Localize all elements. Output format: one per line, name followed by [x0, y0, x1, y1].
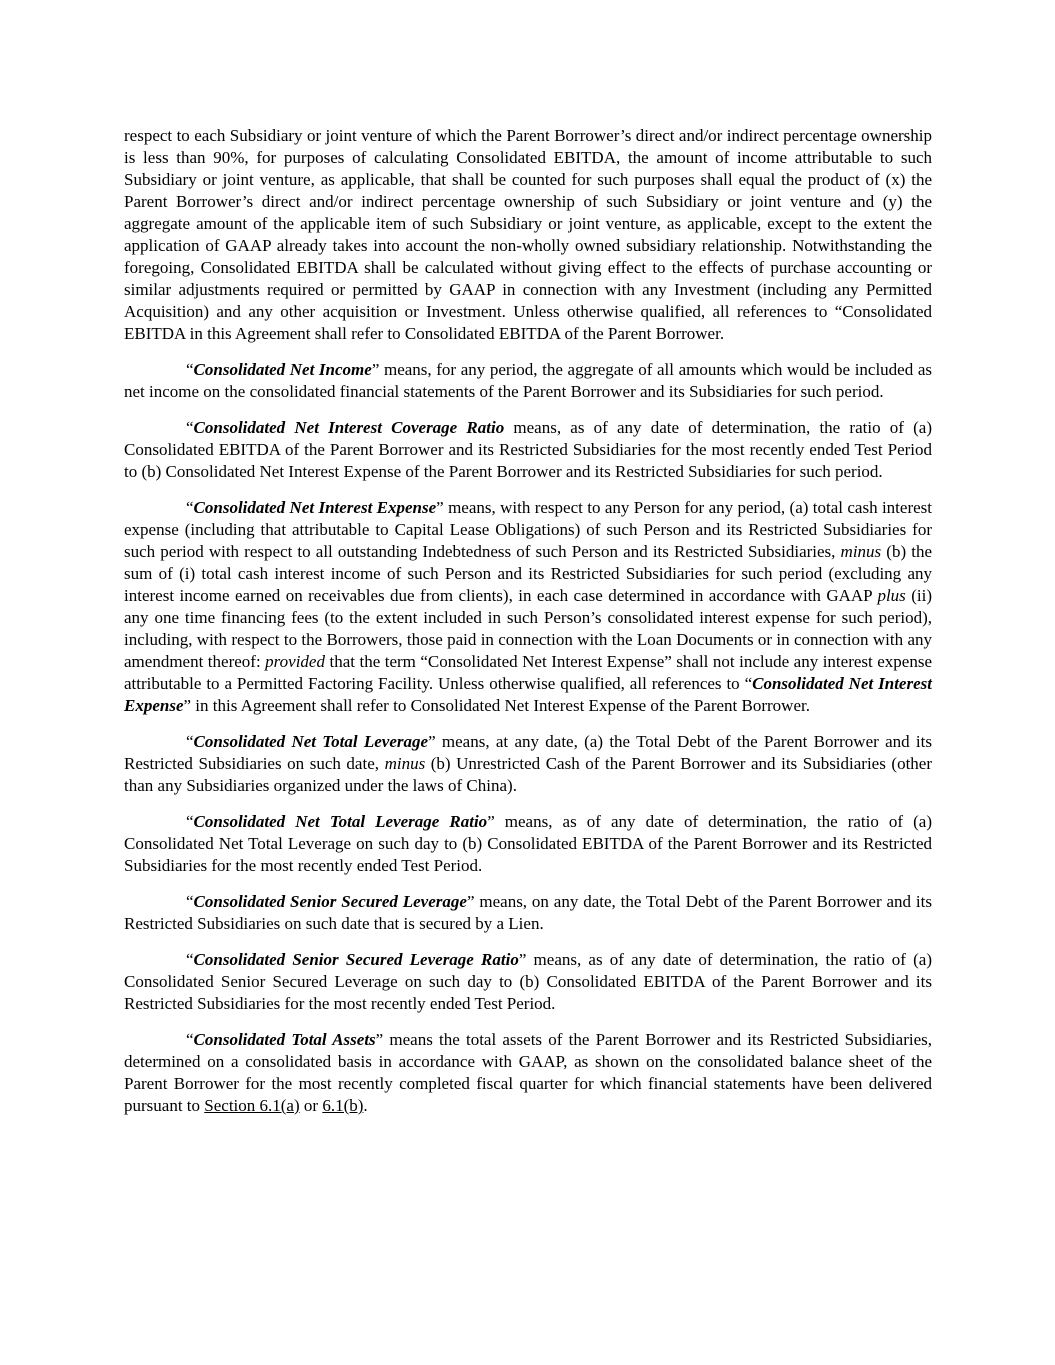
definition-consolidated-total-assets — [124, 1029, 932, 1117]
open-quote: “ — [186, 950, 194, 969]
definition-consolidated-net-income — [124, 359, 932, 403]
defined-term: Consolidated Net Income — [193, 360, 372, 379]
definition-consolidated-net-interest-coverage-ratio — [124, 417, 932, 483]
section-reference-6-1-a[interactable]: Section 6.1(a) — [204, 1096, 300, 1115]
definition-text: ” means, with respect to any Person for any period, (a) total cash interest expense (including that attributable to Capital Lease Obligations) of such Person and its Restricted Subsidiaries for such period with respect to all outstanding Indebtedness of such Person and its Restricted Subsidiaries, — [124, 498, 932, 561]
definition-consolidated-net-interest-expense — [124, 497, 932, 717]
definition-text: or — [299, 1096, 323, 1115]
defined-term: Consolidated Senior Secured Leverage — [193, 892, 467, 911]
emphasis-provided: provided — [265, 652, 325, 671]
defined-term: Consolidated Net Total Leverage Ratio — [193, 812, 488, 831]
defined-term: Consolidated Senior Secured Leverage Ratio — [193, 950, 519, 969]
definition-text: ” means, for any period, the aggregate of all amounts which would be included as net income on the consolidated financial statements of the Parent Borrower and its Subsidiaries for such period. — [124, 360, 933, 401]
definition-text: ” means, at any date, (a) the Total Debt of the Parent Borrower and its Restricted Subsidiaries on such date, — [124, 732, 932, 773]
definition-text: that the term “Consolidated Net Interest Expense” shall not include any interest expense attributable to a Permitted Factoring Facility. Unless otherwise qualified, all references to “ — [124, 652, 932, 693]
defined-term: Consolidated Net Interest Expense — [193, 498, 437, 517]
open-quote: “ — [186, 498, 194, 517]
definition-consolidated-senior-secured-leverage-ratio — [124, 949, 932, 1015]
definition-text: (ii) any one time financing fees (to the extent included in such Person’s consolidated interest expense for such period), including, with respect to the Borrowers, those paid in connection with the Loan Documents or in connection with any amendment thereof: — [124, 586, 932, 671]
open-quote: “ — [186, 418, 194, 437]
defined-term: Consolidated Net Total Leverage — [193, 732, 429, 751]
open-quote: “ — [186, 732, 194, 751]
emphasis-plus: plus — [877, 586, 906, 605]
definition-text: ” means, as of any date of determination, the ratio of (a) Consolidated Senior Secured Leverage on such day to (b) Consolidated EBITDA of the Parent Borrower and its Restricted Subsidiaries for the most recently ended Test Period. — [124, 950, 933, 1013]
open-quote: “ — [186, 1030, 194, 1049]
emphasis-minus: minus — [384, 754, 426, 773]
definition-text: . — [363, 1096, 368, 1115]
definition-text: means, as of any date of determination, the ratio of (a) Consolidated EBITDA of the Parent Borrower and its Restricted Subsidiaries for the most recently ended Test Period to (b) Consolidated Net Interest Expense of the Parent Borrower and its Restricted Subsidiaries for such period. — [124, 418, 932, 481]
defined-term: Consolidated Total Assets — [193, 1030, 376, 1049]
definition-consolidated-net-total-leverage — [124, 731, 932, 797]
open-quote: “ — [186, 360, 194, 379]
paragraph-text: respect to each Subsidiary or joint venture of which the Parent Borrower’s direct and/or indirect percentage ownership is less than 90%, for purposes of calculating Consolidated EBITDA, the amount of income attributable to such Subsidiary or joint venture, as applicable, that shall be counted for such purposes shall equal the product of (x) the Parent Borrower’s direct and/or indirect percentage ownership of such Subsidiary or joint venture and (y) the aggregate amount of the applicable item of such Subsidiary or joint venture, as applicable, except to the extent the application of GAAP already takes into account the non-wholly owned subsidiary relationship. Notwithstanding the foregoing, Consolidated EBITDA shall be calculated without giving effect to the effects of purchase accounting or similar adjustments required or permitted by GAAP in connection with any Investment (including any Permitted Acquisition) and any other acquisition or Investment. Unless otherwise qualified, all references to “Consolidated EBITDA in this Agreement shall refer to Consolidated EBITDA of the Parent Borrower. — [124, 126, 932, 343]
definition-text: ” means, as of any date of determination, the ratio of (a) Consolidated Net Total Leverage on such day to (b) Consolidated EBITDA of the Parent Borrower and its Restricted Subsidiaries for the most recently ended Test Period. — [124, 812, 932, 875]
paragraph-ebitda-continuation — [124, 125, 932, 345]
definition-text: ” means, on any date, the Total Debt of the Parent Borrower and its Restricted Subsidiaries on such date that is secured by a Lien. — [124, 892, 932, 933]
defined-term: Consolidated Net Interest Coverage Ratio — [193, 418, 505, 437]
section-reference-6-1-b[interactable]: 6.1(b) — [322, 1096, 364, 1115]
definition-text: (b) the sum of (i) total cash interest income of such Person and its Restricted Subsidiaries for such period (excluding any interest income earned on receivables due from clients), in each case determined in accordance with GAAP — [124, 542, 933, 605]
definition-consolidated-senior-secured-leverage — [124, 891, 932, 935]
definition-text: ” means the total assets of the Parent Borrower and its Restricted Subsidiaries, determined on a consolidated basis in accordance with GAAP, as shown on the consolidated balance sheet of the Parent Borrower for the most recently completed fiscal quarter for which financial statements have been delivered pursuant to — [124, 1030, 932, 1115]
open-quote: “ — [186, 812, 194, 831]
open-quote: “ — [186, 892, 194, 911]
emphasis-minus: minus — [840, 542, 882, 561]
definition-text: ” in this Agreement shall refer to Consolidated Net Interest Expense of the Parent Borrower. — [183, 696, 810, 715]
defined-term-reference: Consolidated Net Interest Expense — [124, 674, 932, 715]
document-page — [124, 125, 932, 1131]
definition-text: (b) Unrestricted Cash of the Parent Borrower and its Subsidiaries (other than any Subsidiaries organized under the laws of China). — [124, 754, 932, 795]
definition-consolidated-net-total-leverage-ratio — [124, 811, 932, 877]
